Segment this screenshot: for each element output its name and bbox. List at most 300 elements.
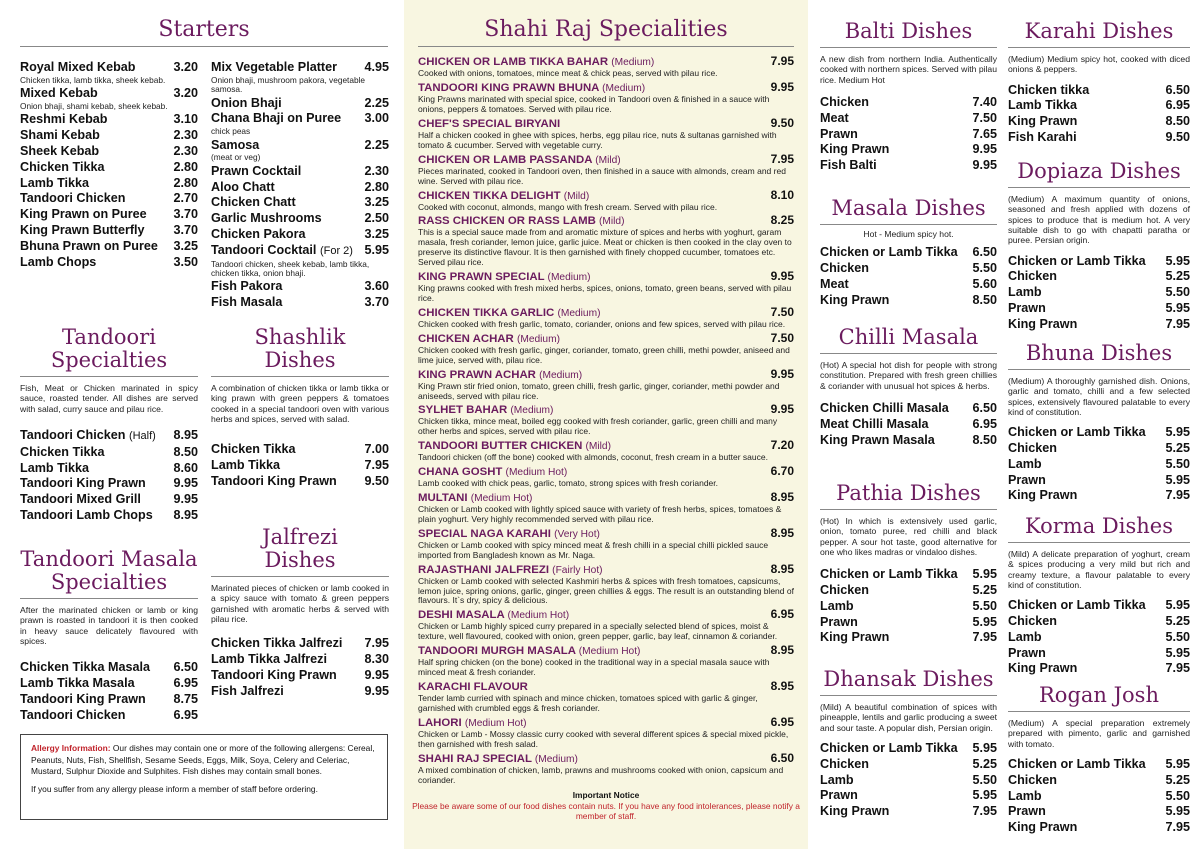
item-name bbox=[820, 158, 877, 174]
special-item-name: LAHORI bbox=[418, 716, 462, 729]
item-price: 5.25 bbox=[972, 583, 997, 598]
menu-item bbox=[211, 111, 389, 127]
menu-item bbox=[1008, 114, 1190, 130]
item-name-text: Lamb Tikka bbox=[211, 458, 281, 473]
item-name bbox=[1008, 789, 1042, 805]
tandoori-description: Fish, Meat or Chicken marinated in spicy sauce, roasted tender. All dishes are served with salad, curry sauce and pilau rice. bbox=[20, 383, 198, 414]
item-name bbox=[20, 239, 158, 255]
special-item bbox=[418, 403, 794, 417]
item-price: 6.50 bbox=[972, 245, 997, 260]
item-name-text: Samosa bbox=[211, 137, 260, 152]
item-name bbox=[1008, 98, 1077, 114]
right-panel bbox=[808, 0, 1200, 849]
item-price: 2.30 bbox=[364, 163, 389, 178]
pathia-items bbox=[820, 567, 997, 646]
item-name-text: King Prawn on Puree bbox=[20, 207, 147, 222]
item-name bbox=[1008, 441, 1057, 457]
item-name bbox=[1008, 598, 1146, 614]
menu-item bbox=[20, 461, 198, 477]
item-name bbox=[20, 255, 96, 271]
middle-panel bbox=[404, 0, 808, 849]
menu-item bbox=[1008, 98, 1190, 114]
item-name-text: Tandoori King Prawn bbox=[20, 691, 146, 706]
item-price: 7.95 bbox=[972, 804, 997, 819]
item-name bbox=[20, 223, 145, 239]
item-name bbox=[820, 615, 858, 631]
special-item-name: TANDOORI BUTTER CHICKEN bbox=[418, 440, 583, 453]
special-item bbox=[418, 527, 794, 541]
bhuna-description: (Medium) A thoroughly garnished dish. Onions, garlic and tomato, chilli and a few selected spices, extensively flavoured palatable to every kind of constitution. bbox=[1008, 376, 1190, 417]
tandoori-title-line1: Tandoori bbox=[62, 325, 156, 349]
starters-column-2 bbox=[211, 60, 389, 311]
bhuna-title: Bhuna Dishes bbox=[1025, 341, 1173, 365]
item-name bbox=[20, 692, 146, 708]
special-item bbox=[418, 752, 794, 766]
menu-item bbox=[20, 239, 198, 255]
tandoori-masala-section bbox=[20, 548, 198, 724]
balti-description: A new dish from northern India. Authentically cooked with northern spices. Served with pilau rice. Medium Hot bbox=[820, 54, 997, 85]
special-item-description: A mixed combination of chicken, lamb, prawns and mushrooms cooked with onion, capsicum and coriander. bbox=[418, 764, 784, 785]
menu-item bbox=[211, 442, 389, 458]
special-item-heat: (Medium) bbox=[539, 369, 583, 381]
item-price: 5.50 bbox=[972, 261, 997, 276]
item-name-text: Chicken or Lamb Tikka bbox=[820, 740, 958, 755]
item-name-text: Fish Karahi bbox=[1008, 130, 1077, 145]
special-item-heat: (Medium Hot) bbox=[505, 467, 568, 479]
korma-description: (Mild) A delicate preparation of yoghurt, cream & spices producing a very mild but rich and creamy texture, a flavour palatable to every kind of constitution. bbox=[1008, 549, 1190, 590]
special-item-heat: (Medium) bbox=[510, 405, 554, 417]
special-item-heat: (Medium Hot) bbox=[470, 493, 533, 505]
shashlik-items bbox=[211, 442, 389, 489]
item-price: 7.50 bbox=[972, 110, 997, 125]
item-name bbox=[211, 279, 282, 295]
pathia-description: (Hot) In which is extensively used garlic, onion, tomato puree, red chilli and black pepper. A sour hot taste, good alternative for one who likes madras or vindaloo dishes. bbox=[820, 516, 997, 557]
item-name bbox=[1008, 661, 1077, 677]
item-name bbox=[211, 164, 301, 180]
item-name-text: Chicken or Lamb Tikka bbox=[1008, 756, 1146, 771]
item-price: 6.50 bbox=[173, 660, 198, 675]
item-name-text: King Prawn bbox=[1008, 316, 1078, 331]
item-name-text: Lamb bbox=[820, 598, 854, 613]
item-name bbox=[1008, 269, 1057, 285]
menu-item bbox=[20, 476, 198, 492]
item-price: 5.25 bbox=[1165, 772, 1190, 787]
special-item bbox=[418, 332, 794, 346]
menu-item bbox=[1008, 757, 1190, 773]
menu-item bbox=[20, 128, 198, 144]
item-price: 8.30 bbox=[364, 652, 389, 667]
item-price: 5.25 bbox=[1165, 441, 1190, 456]
item-name bbox=[211, 684, 284, 700]
special-item-name: SYLHET BAHAR bbox=[418, 404, 508, 417]
menu-item bbox=[211, 474, 389, 490]
special-item bbox=[418, 306, 794, 320]
item-name bbox=[20, 144, 99, 160]
item-name-text: Prawn bbox=[1008, 645, 1046, 660]
item-name-text: Prawn bbox=[820, 788, 858, 803]
item-price: 5.95 bbox=[1165, 804, 1190, 819]
special-item-name: TANDOORI MURGH MASALA bbox=[418, 645, 576, 658]
item-name-text: Chicken tikka bbox=[1008, 82, 1090, 97]
tandoori-masala-items bbox=[20, 660, 198, 723]
special-item-price: 9.95 bbox=[770, 366, 794, 381]
item-name bbox=[1008, 820, 1077, 836]
item-price: 7.00 bbox=[364, 442, 389, 457]
item-price: 5.95 bbox=[364, 242, 389, 257]
item-name-text: Chicken Pakora bbox=[211, 227, 306, 241]
korma-title: Korma Dishes bbox=[1025, 514, 1173, 538]
menu-item bbox=[1008, 646, 1190, 662]
special-item-name: RAJASTHANI JALFREZI bbox=[418, 563, 549, 576]
special-item-price: 8.95 bbox=[770, 679, 794, 693]
menu-item bbox=[20, 191, 198, 207]
item-name-text: King Prawn bbox=[1008, 114, 1078, 129]
item-price: 5.95 bbox=[1165, 425, 1190, 440]
item-name bbox=[20, 176, 89, 192]
menu-item bbox=[1008, 488, 1190, 504]
item-name bbox=[820, 433, 935, 449]
item-price: 6.50 bbox=[972, 400, 997, 415]
special-item-heat: (Very Hot) bbox=[554, 528, 600, 540]
karahi-description: (Medium) Medium spicy hot, cooked with diced onions & peppers. bbox=[1008, 54, 1190, 75]
tandoori-items bbox=[20, 428, 198, 524]
allergy-label: Allergy Information: bbox=[31, 743, 111, 753]
menu-item bbox=[1008, 425, 1190, 441]
item-price: 9.50 bbox=[1165, 130, 1190, 145]
chilli-title: Chilli Masala bbox=[838, 325, 979, 349]
item-price: 8.75 bbox=[173, 691, 198, 706]
item-name-text: Chicken Tikka Masala bbox=[20, 660, 150, 675]
menu-item bbox=[1008, 789, 1190, 805]
balti-section bbox=[820, 20, 997, 174]
karahi-title: Karahi Dishes bbox=[1024, 19, 1174, 43]
menu-item bbox=[820, 788, 997, 804]
menu-item bbox=[20, 692, 198, 708]
item-price: 5.95 bbox=[1165, 300, 1190, 315]
item-name bbox=[211, 442, 295, 458]
starters-title: Starters bbox=[158, 17, 250, 42]
item-price: 5.50 bbox=[1165, 285, 1190, 300]
special-item-name: CHICKEN TIKKA GARLIC bbox=[418, 306, 555, 319]
special-item-description: Half a chicken cooked in ghee with spices, herbs, egg pilau rice, nuts & sultanas garnished with tomato & cucumber. Served with vegetable curry. bbox=[418, 129, 777, 150]
special-item-name: KING PRAWN ACHAR bbox=[418, 368, 536, 381]
item-name-text: Chicken Chatt bbox=[211, 195, 296, 210]
special-item bbox=[418, 214, 794, 228]
item-price: 5.95 bbox=[972, 614, 997, 629]
item-price: 9.95 bbox=[364, 667, 389, 682]
item-price: 5.25 bbox=[1165, 614, 1190, 629]
item-price: 5.95 bbox=[972, 788, 997, 803]
special-item-description: Chicken cooked with fresh garlic, ginger, coriander, tomato, green chilli, methi powder, aniseed and lime juice, served with, pilau rice. bbox=[418, 344, 790, 365]
rogan-section bbox=[1008, 684, 1190, 836]
balti-title: Balti Dishes bbox=[844, 19, 973, 43]
dopiaza-section bbox=[1008, 160, 1190, 333]
item-name bbox=[20, 191, 125, 207]
menu-item bbox=[20, 428, 198, 445]
item-name bbox=[1008, 83, 1089, 99]
dhansak-title: Dhansak Dishes bbox=[823, 667, 994, 691]
item-name bbox=[1008, 317, 1077, 333]
item-name bbox=[1008, 646, 1046, 662]
divider bbox=[820, 695, 997, 696]
item-name-text: Chicken bbox=[820, 756, 869, 771]
item-name-text: Prawn bbox=[1008, 804, 1046, 819]
item-name-text: Chicken bbox=[820, 583, 869, 598]
item-name bbox=[820, 293, 889, 309]
item-price: 7.95 bbox=[972, 630, 997, 645]
menu-item bbox=[1008, 473, 1190, 489]
special-item-description: Chicken or Lamb highly spiced curry prepared in a specially selected blend of spices, moist & texture, well flavoured, cooked with onion, green pepper, garlic, bay leaf, cinnamon & coriander. bbox=[418, 621, 778, 642]
special-item-price: 9.95 bbox=[770, 269, 794, 284]
item-name bbox=[1008, 130, 1077, 146]
menu-item bbox=[820, 245, 997, 261]
menu-item bbox=[820, 615, 997, 631]
special-item bbox=[418, 117, 794, 131]
item-price: 3.25 bbox=[173, 238, 198, 253]
special-item-heat: (Medium Hot) bbox=[507, 610, 570, 622]
menu-item bbox=[1008, 661, 1190, 677]
item-name bbox=[211, 295, 282, 311]
item-name bbox=[211, 111, 341, 127]
item-price: 5.50 bbox=[1165, 456, 1190, 471]
item-name-text: King Prawn Masala bbox=[820, 432, 935, 447]
item-name-suffix: (Half) bbox=[128, 430, 156, 443]
divider bbox=[820, 509, 997, 510]
item-name-text: Prawn bbox=[1008, 300, 1046, 315]
menu-item bbox=[211, 668, 389, 684]
menu-item bbox=[20, 60, 198, 76]
special-item-heat: (Medium Hot) bbox=[464, 717, 527, 729]
special-item bbox=[418, 716, 794, 730]
item-price: 8.95 bbox=[173, 508, 198, 523]
item-name-text: Aloo Chatt bbox=[211, 179, 275, 194]
item-name-suffix: (For 2) bbox=[319, 244, 353, 257]
item-price: 5.25 bbox=[1165, 269, 1190, 284]
item-name-text: Lamb Tikka bbox=[1008, 98, 1078, 113]
menu-item bbox=[211, 195, 389, 211]
item-price: 7.95 bbox=[364, 636, 389, 651]
jalfrezi-description: Marinated pieces of chicken or lamb cooked in a spicy sauce with tomato & green peppers garnished with aromatic herbs & served with pilau rice. bbox=[211, 583, 389, 625]
item-price: 3.20 bbox=[173, 60, 198, 74]
item-name bbox=[1008, 614, 1057, 630]
item-name-text: Chicken bbox=[1008, 441, 1057, 456]
divider bbox=[211, 376, 389, 377]
menu-item bbox=[211, 227, 389, 243]
menu-item bbox=[20, 492, 198, 508]
korma-section bbox=[1008, 515, 1190, 677]
item-name bbox=[820, 599, 854, 615]
menu-item bbox=[820, 583, 997, 599]
item-price: 4.95 bbox=[364, 60, 389, 74]
item-name bbox=[820, 804, 889, 820]
item-price: 2.25 bbox=[364, 137, 389, 152]
item-name bbox=[820, 757, 869, 773]
item-price: 8.60 bbox=[173, 460, 198, 475]
tandoori-masala-description: After the marinated chicken or lamb or king prawn is roasted in tandoori it is then cooked in heavy sauce delicately flavoured with spices. bbox=[20, 605, 198, 647]
item-price: 8.50 bbox=[972, 432, 997, 447]
jalfrezi-title-line1: Jalfrezi bbox=[262, 525, 338, 549]
shashlik-description: A combination of chicken tikka or lamb tikka or king prawn with green peppers & tomatoes cooked in a special tandoori oven with various herbs and spices, served with salad. bbox=[211, 383, 389, 425]
special-item-heat: (Medium) bbox=[602, 83, 646, 95]
special-item-price: 6.95 bbox=[770, 607, 794, 622]
item-price: 7.95 bbox=[1165, 661, 1190, 676]
item-name bbox=[20, 112, 107, 128]
special-item-description: Chicken tikka, mince meat, boiled egg cooked with fresh coriander, garlic, green chilli and many other herbs and spices, served with pilau rice. bbox=[418, 416, 778, 437]
special-item-description: Lamb cooked with chick peas, garlic, tomato, strong spices with fresh coriander. bbox=[418, 478, 719, 489]
dopiaza-title: Dopiaza Dishes bbox=[1017, 159, 1181, 183]
menu-item bbox=[20, 112, 198, 128]
masala-section bbox=[820, 197, 997, 309]
special-item-price: 7.50 bbox=[770, 304, 794, 319]
menu-item bbox=[820, 804, 997, 820]
item-name bbox=[211, 211, 322, 227]
item-name bbox=[1008, 630, 1042, 646]
item-name bbox=[820, 788, 858, 804]
masala-title: Masala Dishes bbox=[831, 196, 986, 220]
item-price: 3.25 bbox=[364, 195, 389, 210]
menu-item bbox=[820, 142, 997, 158]
special-item-name: MULTANI bbox=[418, 492, 468, 505]
item-name-text: Chicken or Lamb Tikka bbox=[820, 567, 958, 582]
item-price: 7.95 bbox=[1165, 820, 1190, 835]
item-description: (meat or veg) bbox=[211, 152, 261, 163]
item-name bbox=[211, 636, 342, 652]
special-item-price: 6.70 bbox=[770, 464, 794, 479]
allergy-note: If you suffer from any allergy please inform a member of staff before ordering. bbox=[31, 783, 318, 794]
special-item-description: Pieces marinated, cooked in Tandoori oven, then finished in a sauce with almonds, cream and red wine. Served with pilau rice. bbox=[418, 165, 786, 186]
menu-item bbox=[820, 158, 997, 174]
special-item-name: RASS CHICKEN OR RASS LAMB bbox=[418, 215, 596, 228]
special-item-heat: (Mild) bbox=[563, 190, 590, 202]
item-price: 2.80 bbox=[173, 159, 198, 174]
item-name-text: Fish Masala bbox=[211, 295, 283, 310]
item-name-text: King Prawn bbox=[820, 804, 890, 819]
item-name bbox=[211, 458, 280, 474]
item-name bbox=[20, 476, 146, 492]
item-name bbox=[20, 660, 150, 676]
item-name bbox=[211, 652, 327, 668]
item-name bbox=[820, 630, 889, 646]
special-item-price: 7.50 bbox=[770, 330, 794, 345]
menu-item bbox=[211, 458, 389, 474]
item-price: 3.25 bbox=[364, 227, 389, 241]
special-item-name: TANDOORI KING PRAWN BHUNA bbox=[418, 82, 599, 95]
item-name bbox=[1008, 757, 1146, 773]
item-price: 6.95 bbox=[1165, 98, 1190, 113]
item-name-text: Meat bbox=[820, 110, 849, 125]
allergy-body: Our dishes may contain one or more of the following allergens: Cereal, Peanuts, Nuts, Fish, Shellfish, Sesame Seeds, Eggs, Milk, Soya, Celery and Celeriac, Mustard, Sulphur Dioxide and Sulphites. Fish dishes may contain small bones. bbox=[31, 743, 375, 776]
bhuna-section bbox=[1008, 342, 1190, 504]
special-item bbox=[418, 644, 794, 658]
special-item-heat: (Mild) bbox=[599, 216, 625, 228]
menu-item bbox=[1008, 254, 1190, 270]
divider bbox=[20, 46, 388, 47]
masala-items bbox=[820, 245, 997, 308]
special-item-name: SPECIAL NAGA KARAHI bbox=[418, 527, 551, 540]
item-price: 7.95 bbox=[364, 458, 389, 473]
menu-item bbox=[20, 207, 198, 223]
menu-item bbox=[20, 445, 198, 461]
menu-item bbox=[211, 652, 389, 668]
item-price: 3.50 bbox=[173, 254, 198, 269]
item-name-text: Prawn Cocktail bbox=[211, 163, 302, 178]
special-item-price: 9.50 bbox=[770, 115, 794, 130]
special-item-heat: (Medium) bbox=[557, 307, 601, 319]
item-name bbox=[1008, 473, 1046, 489]
menu-item bbox=[211, 60, 389, 76]
item-name bbox=[20, 86, 98, 102]
special-item-heat: (Mild) bbox=[585, 441, 611, 453]
item-description: Onion bhaji, shami kebab, sheek kebab. bbox=[20, 101, 168, 111]
menu-item bbox=[211, 295, 389, 311]
item-price: 3.20 bbox=[173, 86, 198, 101]
special-item-name-wrap bbox=[418, 154, 621, 167]
special-item-name: CHICKEN TIKKA DELIGHT bbox=[418, 189, 561, 202]
item-name-text: Chicken bbox=[820, 261, 869, 276]
menu-item bbox=[211, 164, 389, 180]
item-name-text: Royal Mixed Kebab bbox=[20, 60, 136, 74]
item-name bbox=[20, 207, 147, 223]
item-name-text: Lamb bbox=[820, 772, 854, 787]
item-name-text: Chicken Chilli Masala bbox=[820, 400, 949, 415]
item-price: 5.95 bbox=[1165, 472, 1190, 487]
special-item-name: CHANA GOSHT bbox=[418, 466, 503, 479]
divider bbox=[20, 376, 198, 377]
item-name bbox=[820, 95, 869, 111]
item-price: 5.50 bbox=[1165, 788, 1190, 803]
special-item-heat: (Medium) bbox=[516, 333, 560, 345]
menu-item bbox=[820, 433, 997, 449]
item-name bbox=[20, 445, 104, 461]
menu-item bbox=[1008, 83, 1190, 99]
special-item bbox=[418, 563, 794, 577]
item-price: 9.95 bbox=[972, 158, 997, 173]
special-item-name: KING PRAWN SPECIAL bbox=[418, 271, 545, 284]
menu-item bbox=[820, 741, 997, 757]
rogan-title: Rogan Josh bbox=[1039, 683, 1159, 707]
special-item-description: Chicken or Lamb - Mossy classic curry cooked with several different spices & special mixed pickle, then garnished with fresh salad. bbox=[418, 728, 789, 749]
special-item-name: CHEF'S SPECIAL BIRYANI bbox=[418, 117, 561, 130]
item-name-text: Lamb Tikka bbox=[20, 175, 90, 190]
item-name-text: Tandoori Lamb Chops bbox=[20, 508, 153, 523]
item-name bbox=[1008, 285, 1042, 301]
item-price: 8.50 bbox=[1165, 114, 1190, 129]
item-price: 7.65 bbox=[972, 126, 997, 141]
item-price: 5.95 bbox=[1165, 253, 1190, 268]
special-item-name-wrap bbox=[418, 333, 560, 346]
korma-items bbox=[1008, 598, 1190, 677]
item-name-text: Reshmi Kebab bbox=[20, 112, 108, 127]
special-item bbox=[418, 491, 794, 505]
special-item-price: 9.95 bbox=[770, 80, 794, 95]
item-price: 2.30 bbox=[173, 144, 198, 158]
menu-item bbox=[820, 293, 997, 309]
item-name-text: King Prawn bbox=[820, 292, 890, 307]
jalfrezi-section bbox=[211, 526, 389, 700]
item-name-text: King Prawn bbox=[820, 630, 890, 645]
item-name-text: Chana Bhaji on Puree bbox=[211, 111, 342, 126]
item-name bbox=[1008, 114, 1077, 130]
tandoori-title-line2: Specialties bbox=[50, 348, 168, 373]
item-price: 5.95 bbox=[1165, 598, 1190, 613]
dopiaza-items bbox=[1008, 254, 1190, 333]
item-name-text: Bhuna Prawn on Puree bbox=[20, 238, 158, 253]
item-name-text: King Prawn bbox=[820, 142, 890, 157]
special-item-name-wrap bbox=[418, 717, 527, 730]
special-item-description: King prawns cooked with fresh mixed herbs, spices, onions, tomato, green beans, served with pilau rice. bbox=[418, 283, 792, 303]
item-name-text: Tandoori King Prawn bbox=[20, 476, 146, 491]
important-notice bbox=[410, 790, 802, 822]
